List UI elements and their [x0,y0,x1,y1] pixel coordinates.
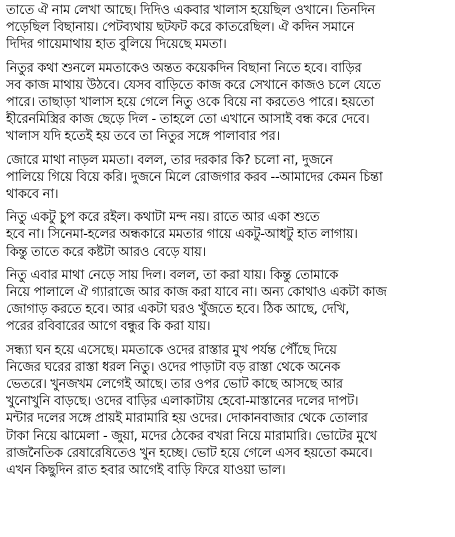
text-line: পালিয়ে গিয়ে বিয়ে করি। দুজনে মিলে রোজগার করব --আমাদের কেমন চিন্তা [6,169,383,185]
text-line: পড়েছিল বিছানায়। পেটব্যথায় ছটফট করে কাতরেছিল। ঐ কদিন সমানে [6,20,355,36]
text-line: হবে না। সিনেমা-হলের অন্ধকারে মমতার গায়ে একটু-আধটু হাত লাগায়। [6,227,358,243]
text-line: নিতু একটু চুপ করে রইল। কথাটা মন্দ নয়। রাতে আর একা শুতে [6,210,320,226]
text-line: পরের রবিবারের আগে বন্ধুর কি করা যায়। [6,319,211,335]
text-line: নিতু এবার মাথা নেড়ে সায় দিল। বলল, তা করা যায়। কিন্তু তোমাকে [6,267,339,283]
text-line: থাকবে না। [6,187,59,203]
text-line: নিতুর কথা শুনলে মমতাকেও অন্তত কয়েকদিন বিছানা নিতে হবে। বাড়ির [6,60,362,76]
paragraph-4 [6,209,449,261]
paragraph-6 [6,342,449,480]
text-line: হীরেনমিস্ত্রির কাজ ছেড়ে দিল - তাহলে তো এখানে আসাই বন্ধ করে দেবে। [6,112,370,128]
text-line: পারে। তাছাড়া খালাস হয়ে গেলে নিতু ওকে বিয়ে না করতেও পারে। হয়তো [6,95,374,111]
text-line: টাকা নিয়ে ঝামেলা - জুয়া, মদের ঠেকের বখরা নিয়ে মারামারি। ভোটের মুখে [6,428,377,444]
text-line: ভেতরে। খুনজখম লেগেই আছে। তার ওপর ভোট কাছে আসছে আর [6,377,343,393]
text-line: দিদির গায়েমাথায় হাত বুলিয়ে দিয়েছে মমতা। [6,37,227,53]
text-line: জোগাড় করতে হবে। আর একটা ঘরও খুঁজতে হবে। ঠিক আছে, দেখি, [6,302,350,318]
text-line: নিজের ঘরের রাস্তা ধরল নিতু। ওদের পাড়াটা বড় রাস্তা থেকে অনেক [6,359,340,375]
paragraph-2 [6,60,449,146]
text-line: মন্টার দলের সঙ্গে প্রায়ই মারামারি হয় ওদের। দোকানবাজার থেকে তোলার [6,411,368,427]
text-line: খালাস যদি হতেই হয় তবে তা নিতুর সঙ্গে পালাবার পর। [6,129,280,145]
paragraph-1 [6,2,449,54]
paragraph-5 [6,267,449,336]
text-line: নিয়ে পালালে ঐ গ্যারাজে আর কাজ করা যাবে না। অন্য কোথাও একটা কাজ [6,285,387,301]
text-line: এখন কিছুদিন রাত হবার আগেই বাড়ি ফিরে যাওয়া ভাল। [6,463,286,479]
text-line: খুনোখুনি বাড়ছে। ওদের বাড়ির এলাকাটায় হেবো-মাস্তানের দলের দাপট। [6,394,359,410]
text-line: সন্ধ্যা ঘন হয়ে এসেছে। মমতাকে ওদের রাস্তার মুখ পর্যন্ত পৌঁছে দিয়ে [6,342,337,358]
text-line: কিন্তু তাতে করে কষ্টটা আরও বেড়ে যায়। [6,244,206,260]
text-line: সব কাজ মাথায় উঠবে। যেসব বাড়িতে কাজ করে সেখানে কাজও চলে যেতে [6,77,381,93]
text-line: রাজনৈতিক রেষারেষিতেও খুন হচ্ছে। ভোট হয়ে গেলে এসব হয়তো কমবে। [6,445,373,461]
text-line: তাতে ঐ নাম লেখা আছে। দিদিও একবার খালাস হয়েছিল ওখানে। তিনদিন [6,3,375,18]
paragraph-3 [6,152,449,204]
text-line: জোরে মাথা নাড়ল মমতা। বলল, তার দরকার কি? চলো না, দুজনে [6,152,333,168]
